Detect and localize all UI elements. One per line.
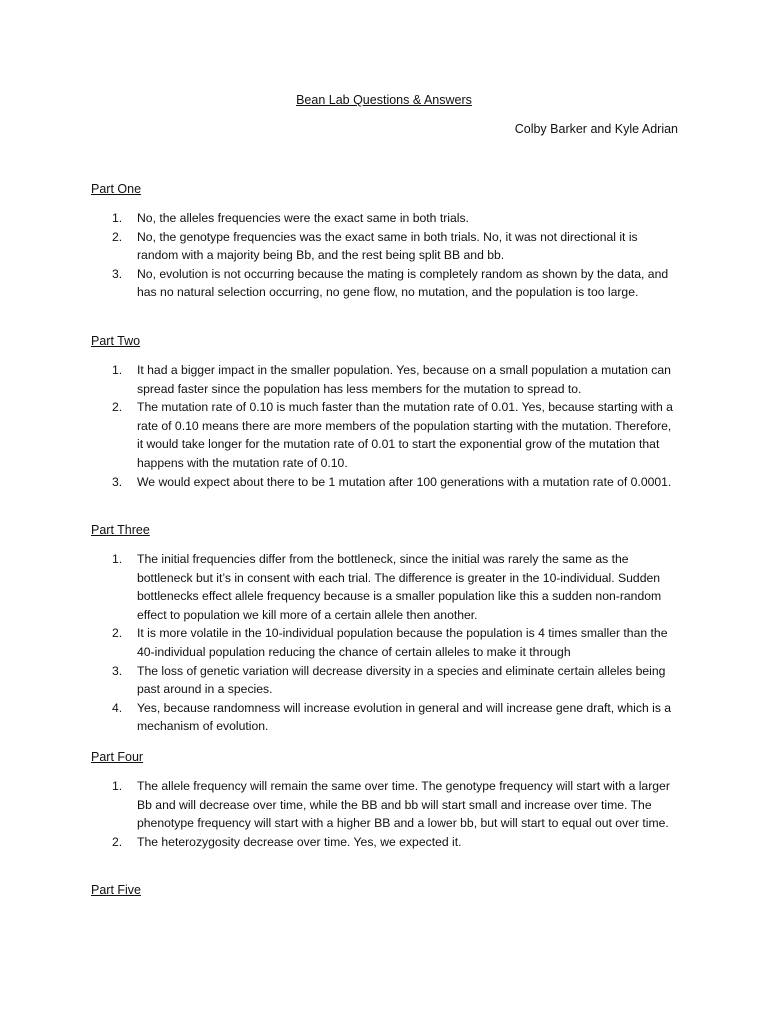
list-item: [91, 624, 677, 661]
section-part-two: [91, 333, 691, 491]
document-title: Bean Lab Questions & Answers: [296, 93, 472, 107]
list-item: [91, 662, 677, 699]
item-number: 3.: [112, 266, 123, 281]
answer-list: [91, 777, 691, 851]
item-text: No, evolution is not occurring because the mating is completely random as shown by the data, and has no natural selection occurring, no gene flow, no mutation, and the population is too large.: [137, 266, 669, 300]
item-text: It is more volatile in the 10-individual population because the population is 4 times smaller than the 40-individual population reducing the chance of certain alleles to make it through: [137, 626, 668, 659]
item-text: No, the genotype frequencies was the exact same in both trials. No, it was not directional it is random with a majority being Bb, and the rest being split BB and bb.: [137, 229, 638, 263]
list-item: [91, 265, 677, 302]
list-item: [91, 228, 677, 265]
list-item: [91, 699, 677, 736]
item-text: We would expect about there to be 1 mutation after 100 generations with a mutation rate of 0.0001.: [137, 474, 672, 489]
item-number: 1.: [112, 552, 123, 566]
list-item: [91, 398, 677, 472]
item-number: 2.: [112, 400, 123, 415]
section-heading: Part Three: [91, 523, 150, 537]
answer-list: [91, 209, 691, 302]
list-item: [91, 833, 677, 852]
list-item: [91, 473, 677, 492]
item-text: The initial frequencies differ from the bottleneck, since the initial was rarely the same as the bottleneck but it’s in consent with each trial. The difference is greater in the 10-individual. Sudden bottlenecks effect allele frequency because is a smaller population like this a sudden non-random effect to population we kill more of a certain allele then another.: [137, 552, 662, 622]
item-number: 2.: [112, 626, 123, 641]
section-heading: Part Four: [91, 750, 144, 764]
answer-list: [91, 550, 691, 736]
list-item: [91, 777, 677, 833]
item-text: Yes, because randomness will increase evolution in general and will increase gene draft, which is a mechanism of evolution.: [137, 700, 672, 734]
section-part-five: [91, 882, 691, 910]
item-number: 3.: [112, 663, 123, 678]
section-heading: Part Two: [91, 334, 141, 348]
section-heading: Part Five: [91, 883, 142, 897]
list-item: [91, 361, 677, 398]
item-text: The loss of genetic variation will decrease diversity in a species and eliminate certain alleles being past around in a species.: [137, 663, 666, 697]
item-number: 3.: [112, 474, 123, 489]
item-text: No, the alleles frequencies were the exact same in both trials.: [137, 211, 469, 225]
item-number: 2.: [112, 834, 123, 849]
item-number: 2.: [112, 229, 123, 244]
item-number: 1.: [112, 363, 123, 377]
item-text: The mutation rate of 0.10 is much faster than the mutation rate of 0.01. Yes, because starting with a rate of 0.10 means there are more members of the population starting with the mutation. Therefore, it would take longer for the mutation rate of 0.01 to start the exponential grow of the mutation that happens with the mutation rate of 0.10.: [137, 400, 673, 470]
document-authors: Colby Barker and Kyle Adrian: [514, 122, 678, 136]
item-text: The allele frequency will remain the same over time. The genotype frequency will start with a larger Bb and will decrease over time, while the BB and bb will start small and increase over time. The phenotype frequency will start with a higher BB and a lower bb, but will start to equal out over time.: [137, 779, 670, 831]
section-part-one: [91, 181, 691, 302]
section-part-three: [91, 522, 691, 736]
section-part-four: [91, 749, 691, 851]
answer-list: [91, 361, 691, 491]
item-number: 1.: [112, 779, 123, 793]
item-text: The heterozygosity decrease over time. Yes, we expected it.: [137, 834, 462, 849]
list-item: [91, 209, 677, 228]
section-heading: Part One: [91, 182, 142, 196]
item-text: It had a bigger impact in the smaller population. Yes, because on a small population a mutation can spread faster since the population has less members for the mutation to spread to.: [137, 363, 671, 396]
item-number: 1.: [112, 211, 123, 225]
list-item: [91, 550, 677, 624]
item-number: 4.: [112, 700, 123, 715]
